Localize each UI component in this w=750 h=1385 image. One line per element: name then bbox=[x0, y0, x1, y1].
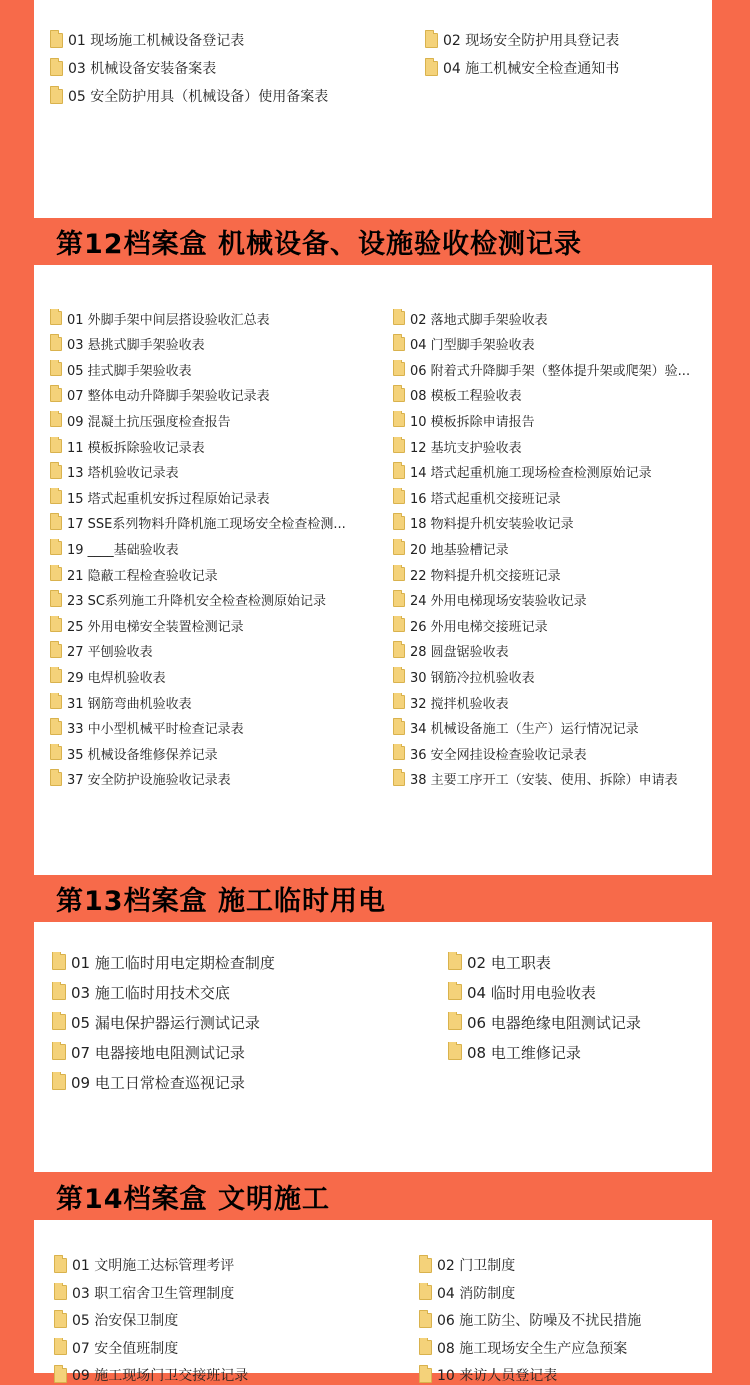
file-item[interactable] bbox=[419, 1310, 700, 1330]
folder-icon bbox=[50, 33, 63, 48]
file-item[interactable] bbox=[448, 982, 700, 1003]
folder-icon bbox=[50, 746, 62, 760]
file-item[interactable] bbox=[448, 952, 700, 973]
file-item[interactable] bbox=[50, 58, 417, 78]
file-item-label: 05 安全防护用具（机械设备）使用备案表 bbox=[68, 89, 329, 105]
file-item-label: 11 模板拆除验收记录表 bbox=[67, 440, 205, 456]
file-item[interactable] bbox=[393, 385, 700, 404]
file-item-label: 02 现场安全防护用具登记表 bbox=[443, 33, 620, 49]
file-item-label: 20 地基验槽记录 bbox=[410, 542, 509, 558]
file-item[interactable] bbox=[50, 590, 385, 609]
folder-icon bbox=[50, 311, 62, 325]
file-item[interactable] bbox=[50, 462, 385, 481]
file-item[interactable] bbox=[425, 30, 700, 50]
file-item[interactable] bbox=[52, 952, 440, 973]
file-item[interactable] bbox=[50, 334, 385, 353]
folder-icon bbox=[52, 1044, 66, 1060]
file-item-label: 07 安全值班制度 bbox=[72, 1340, 179, 1357]
file-item[interactable] bbox=[52, 1072, 440, 1093]
folder-icon bbox=[419, 1285, 432, 1300]
file-item-label: 13 塔机验收记录表 bbox=[67, 466, 179, 482]
file-item[interactable] bbox=[50, 437, 385, 456]
folder-icon bbox=[393, 644, 405, 658]
folder-icon bbox=[419, 1340, 432, 1355]
file-item-label: 03 悬挑式脚手架验收表 bbox=[67, 338, 205, 354]
file-item-label: 23 SC系列施工升降机安全检查检测原始记录 bbox=[67, 594, 327, 610]
file-item-label: 04 施工机械安全检查通知书 bbox=[443, 61, 620, 77]
folder-icon bbox=[448, 1014, 462, 1030]
file-item-label: 37 安全防护设施验收记录表 bbox=[67, 773, 231, 789]
folder-icon bbox=[50, 593, 62, 607]
folder-icon bbox=[425, 61, 438, 76]
file-item[interactable] bbox=[50, 718, 385, 737]
file-item-label: 02 门卫制度 bbox=[437, 1258, 516, 1274]
file-item-label: 24 外用电梯现场安装验收记录 bbox=[410, 594, 587, 610]
folder-icon bbox=[50, 669, 62, 683]
folder-icon bbox=[419, 1258, 432, 1273]
file-item[interactable] bbox=[448, 1042, 700, 1063]
file-item-label: 36 安全网挂设检查验收记录表 bbox=[410, 747, 587, 763]
file-item-label: 22 物料提升机交接班记录 bbox=[410, 568, 561, 584]
file-item[interactable] bbox=[54, 1365, 411, 1385]
file-item-label: 06 附着式升降脚手架（整体提升架或爬架）验... bbox=[410, 363, 691, 379]
file-item-label: 16 塔式起重机交接班记录 bbox=[410, 491, 561, 507]
file-item-label: 04 消防制度 bbox=[437, 1285, 516, 1302]
file-item[interactable] bbox=[419, 1283, 700, 1303]
file-item[interactable] bbox=[419, 1255, 700, 1275]
file-item[interactable] bbox=[50, 616, 385, 635]
file-item-label: 10 来访人员登记表 bbox=[437, 1368, 558, 1384]
file-item[interactable] bbox=[393, 769, 700, 788]
file-item[interactable] bbox=[50, 360, 385, 379]
file-item-label: 08 模板工程验收表 bbox=[410, 389, 522, 405]
file-item-label: 12 基坑支护验收表 bbox=[410, 440, 522, 456]
file-item[interactable] bbox=[393, 744, 700, 763]
file-item[interactable] bbox=[393, 565, 700, 584]
file-item-label: 03 机械设备安装备案表 bbox=[68, 61, 217, 77]
file-item-label: 17 SSE系列物料升降机施工现场安全检查检测... bbox=[67, 517, 346, 533]
section-title: 第14档案盒 文明施工 bbox=[56, 1183, 330, 1215]
file-item[interactable] bbox=[393, 462, 700, 481]
file-item[interactable] bbox=[50, 744, 385, 763]
folder-icon bbox=[393, 337, 405, 351]
folder-icon bbox=[50, 89, 63, 104]
folder-icon bbox=[393, 516, 405, 530]
file-item-label: 08 电工维修记录 bbox=[467, 1043, 581, 1062]
file-item-label: 35 机械设备维修保养记录 bbox=[67, 747, 218, 763]
file-item[interactable] bbox=[393, 641, 700, 660]
file-item-label: 34 机械设备施工（生产）运行情况记录 bbox=[410, 722, 639, 738]
folder-icon bbox=[50, 337, 62, 351]
file-item[interactable] bbox=[52, 982, 440, 1003]
file-item-label: 28 圆盘锯验收表 bbox=[410, 645, 509, 661]
file-item[interactable] bbox=[425, 58, 700, 78]
folder-icon bbox=[393, 593, 405, 607]
file-item-label: 04 门型脚手架验收表 bbox=[410, 338, 535, 354]
file-item[interactable] bbox=[50, 30, 417, 50]
file-item-label: 26 外用电梯交接班记录 bbox=[410, 619, 548, 635]
folder-icon bbox=[54, 1340, 67, 1355]
file-item-label: 32 搅拌机验收表 bbox=[410, 696, 509, 712]
file-item[interactable] bbox=[52, 1012, 440, 1033]
folder-icon bbox=[50, 439, 62, 453]
file-item-label: 05 漏电保护器运行测试记录 bbox=[71, 1013, 260, 1032]
file-item[interactable] bbox=[393, 667, 700, 686]
folder-icon bbox=[50, 567, 62, 581]
file-item-label: 31 钢筋弯曲机验收表 bbox=[67, 696, 192, 712]
file-item-label: 01 文明施工达标管理考评 bbox=[72, 1258, 235, 1274]
folder-icon bbox=[448, 954, 462, 970]
folder-icon bbox=[393, 772, 405, 786]
file-item-label: 30 钢筋冷拉机验收表 bbox=[410, 670, 535, 686]
folder-icon bbox=[393, 746, 405, 760]
file-item[interactable] bbox=[393, 513, 700, 532]
file-item[interactable] bbox=[393, 718, 700, 737]
file-item[interactable] bbox=[54, 1283, 411, 1303]
file-item-label: 38 主要工序开工（安装、使用、拆除）申请表 bbox=[410, 773, 678, 789]
folder-icon bbox=[393, 311, 405, 325]
file-item[interactable] bbox=[50, 667, 385, 686]
file-item[interactable] bbox=[393, 539, 700, 558]
folder-icon bbox=[393, 362, 405, 376]
folder-icon bbox=[54, 1313, 67, 1328]
folder-icon bbox=[419, 1313, 432, 1328]
file-item[interactable] bbox=[54, 1255, 411, 1275]
file-item-label: 01 现场施工机械设备登记表 bbox=[68, 33, 245, 49]
folder-icon bbox=[50, 721, 62, 735]
folder-icon bbox=[393, 439, 405, 453]
file-item[interactable] bbox=[50, 309, 385, 328]
file-item-label: 07 电器接地电阻测试记录 bbox=[71, 1043, 245, 1062]
file-item[interactable] bbox=[393, 488, 700, 507]
file-item[interactable] bbox=[50, 693, 385, 712]
file-item-label: 01 外脚手架中间层搭设验收汇总表 bbox=[67, 312, 270, 328]
folder-icon bbox=[52, 984, 66, 1000]
file-item[interactable] bbox=[419, 1365, 700, 1385]
folder-icon bbox=[393, 465, 405, 479]
folder-icon bbox=[393, 413, 405, 427]
file-item[interactable] bbox=[50, 86, 417, 106]
folder-icon bbox=[54, 1258, 67, 1273]
file-item-label: 02 电工职表 bbox=[467, 953, 551, 972]
file-item-label: 06 施工防尘、防噪及不扰民措施 bbox=[437, 1313, 642, 1329]
file-item-label: 08 施工现场安全生产应急预案 bbox=[437, 1340, 628, 1357]
file-item[interactable] bbox=[50, 411, 385, 430]
file-item-label: 03 施工临时用技术交底 bbox=[71, 983, 230, 1002]
file-item-label: 10 模板拆除申请报告 bbox=[410, 414, 535, 430]
file-item[interactable] bbox=[50, 565, 385, 584]
folder-icon bbox=[393, 490, 405, 504]
file-item[interactable] bbox=[419, 1338, 700, 1358]
file-item-label: 04 临时用电验收表 bbox=[467, 983, 596, 1002]
folder-icon bbox=[393, 669, 405, 683]
folder-icon bbox=[50, 541, 62, 555]
file-item[interactable] bbox=[54, 1338, 411, 1358]
file-item[interactable] bbox=[50, 385, 385, 404]
file-item[interactable] bbox=[50, 769, 385, 788]
folder-icon bbox=[50, 618, 62, 632]
file-item-label: 09 施工现场门卫交接班记录 bbox=[72, 1368, 249, 1384]
folder-icon bbox=[52, 1074, 66, 1090]
file-item-label: 07 整体电动升降脚手架验收记录表 bbox=[67, 389, 270, 405]
file-item-label: 21 隐蔽工程检查验收记录 bbox=[67, 568, 218, 584]
file-item-label: 05 治安保卫制度 bbox=[72, 1313, 179, 1329]
folder-icon bbox=[50, 413, 62, 427]
folder-icon bbox=[448, 1044, 462, 1060]
folder-icon bbox=[50, 516, 62, 530]
folder-icon bbox=[50, 388, 62, 402]
folder-icon bbox=[448, 984, 462, 1000]
folder-icon bbox=[393, 567, 405, 581]
folder-icon bbox=[393, 695, 405, 709]
file-item[interactable] bbox=[52, 1042, 440, 1063]
file-item-label: 05 挂式脚手架验收表 bbox=[67, 363, 192, 379]
file-item-label: 01 施工临时用电定期检查制度 bbox=[71, 953, 275, 972]
file-item[interactable] bbox=[50, 513, 385, 532]
folder-icon bbox=[50, 465, 62, 479]
folder-icon bbox=[50, 644, 62, 658]
folder-icon bbox=[50, 362, 62, 376]
file-item[interactable] bbox=[50, 539, 385, 558]
folder-icon bbox=[54, 1285, 67, 1300]
file-item-label: 27 平刨验收表 bbox=[67, 645, 153, 661]
file-item-label: 33 中小型机械平时检查记录表 bbox=[67, 722, 244, 738]
file-item-label: 02 落地式脚手架验收表 bbox=[410, 312, 548, 328]
file-item[interactable] bbox=[393, 309, 700, 328]
folder-icon bbox=[419, 1368, 432, 1383]
file-item[interactable] bbox=[393, 411, 700, 430]
file-item-label: 15 塔式起重机安拆过程原始记录表 bbox=[67, 491, 270, 507]
file-item-label: 09 电工日常检查巡视记录 bbox=[71, 1073, 245, 1092]
file-item[interactable] bbox=[393, 590, 700, 609]
folder-icon bbox=[52, 1014, 66, 1030]
file-item-label: 19 ____基础验收表 bbox=[67, 542, 179, 558]
file-item[interactable] bbox=[50, 641, 385, 660]
folder-icon bbox=[393, 721, 405, 735]
file-item[interactable] bbox=[393, 360, 700, 379]
folder-icon bbox=[393, 541, 405, 555]
file-item[interactable] bbox=[393, 693, 700, 712]
file-item-label: 09 混凝土抗压强度检查报告 bbox=[67, 414, 231, 430]
folder-icon bbox=[425, 33, 438, 48]
folder-icon bbox=[393, 618, 405, 632]
file-item-label: 03 职工宿舍卫生管理制度 bbox=[72, 1285, 235, 1302]
file-item[interactable] bbox=[393, 437, 700, 456]
folder-icon bbox=[54, 1368, 67, 1383]
folder-icon bbox=[50, 695, 62, 709]
folder-icon bbox=[393, 388, 405, 402]
file-item-label: 29 电焊机验收表 bbox=[67, 670, 166, 686]
file-item[interactable] bbox=[50, 488, 385, 507]
file-item[interactable] bbox=[393, 334, 700, 353]
file-item-label: 25 外用电梯安全装置检测记录 bbox=[67, 619, 244, 635]
folder-icon bbox=[50, 61, 63, 76]
folder-icon bbox=[50, 490, 62, 504]
section-title: 第12档案盒 机械设备、设施验收检测记录 bbox=[56, 228, 582, 260]
section-title: 第13档案盒 施工临时用电 bbox=[56, 885, 386, 917]
file-item[interactable] bbox=[54, 1310, 411, 1330]
file-item[interactable] bbox=[448, 1012, 700, 1033]
file-item-label: 14 塔式起重机施工现场检查检测原始记录 bbox=[410, 466, 652, 482]
folder-icon bbox=[52, 954, 66, 970]
file-item-label: 18 物料提升机安装验收记录 bbox=[410, 517, 574, 533]
folder-icon bbox=[50, 772, 62, 786]
file-item-label: 06 电器绝缘电阻测试记录 bbox=[467, 1013, 641, 1032]
file-item[interactable] bbox=[393, 616, 700, 635]
